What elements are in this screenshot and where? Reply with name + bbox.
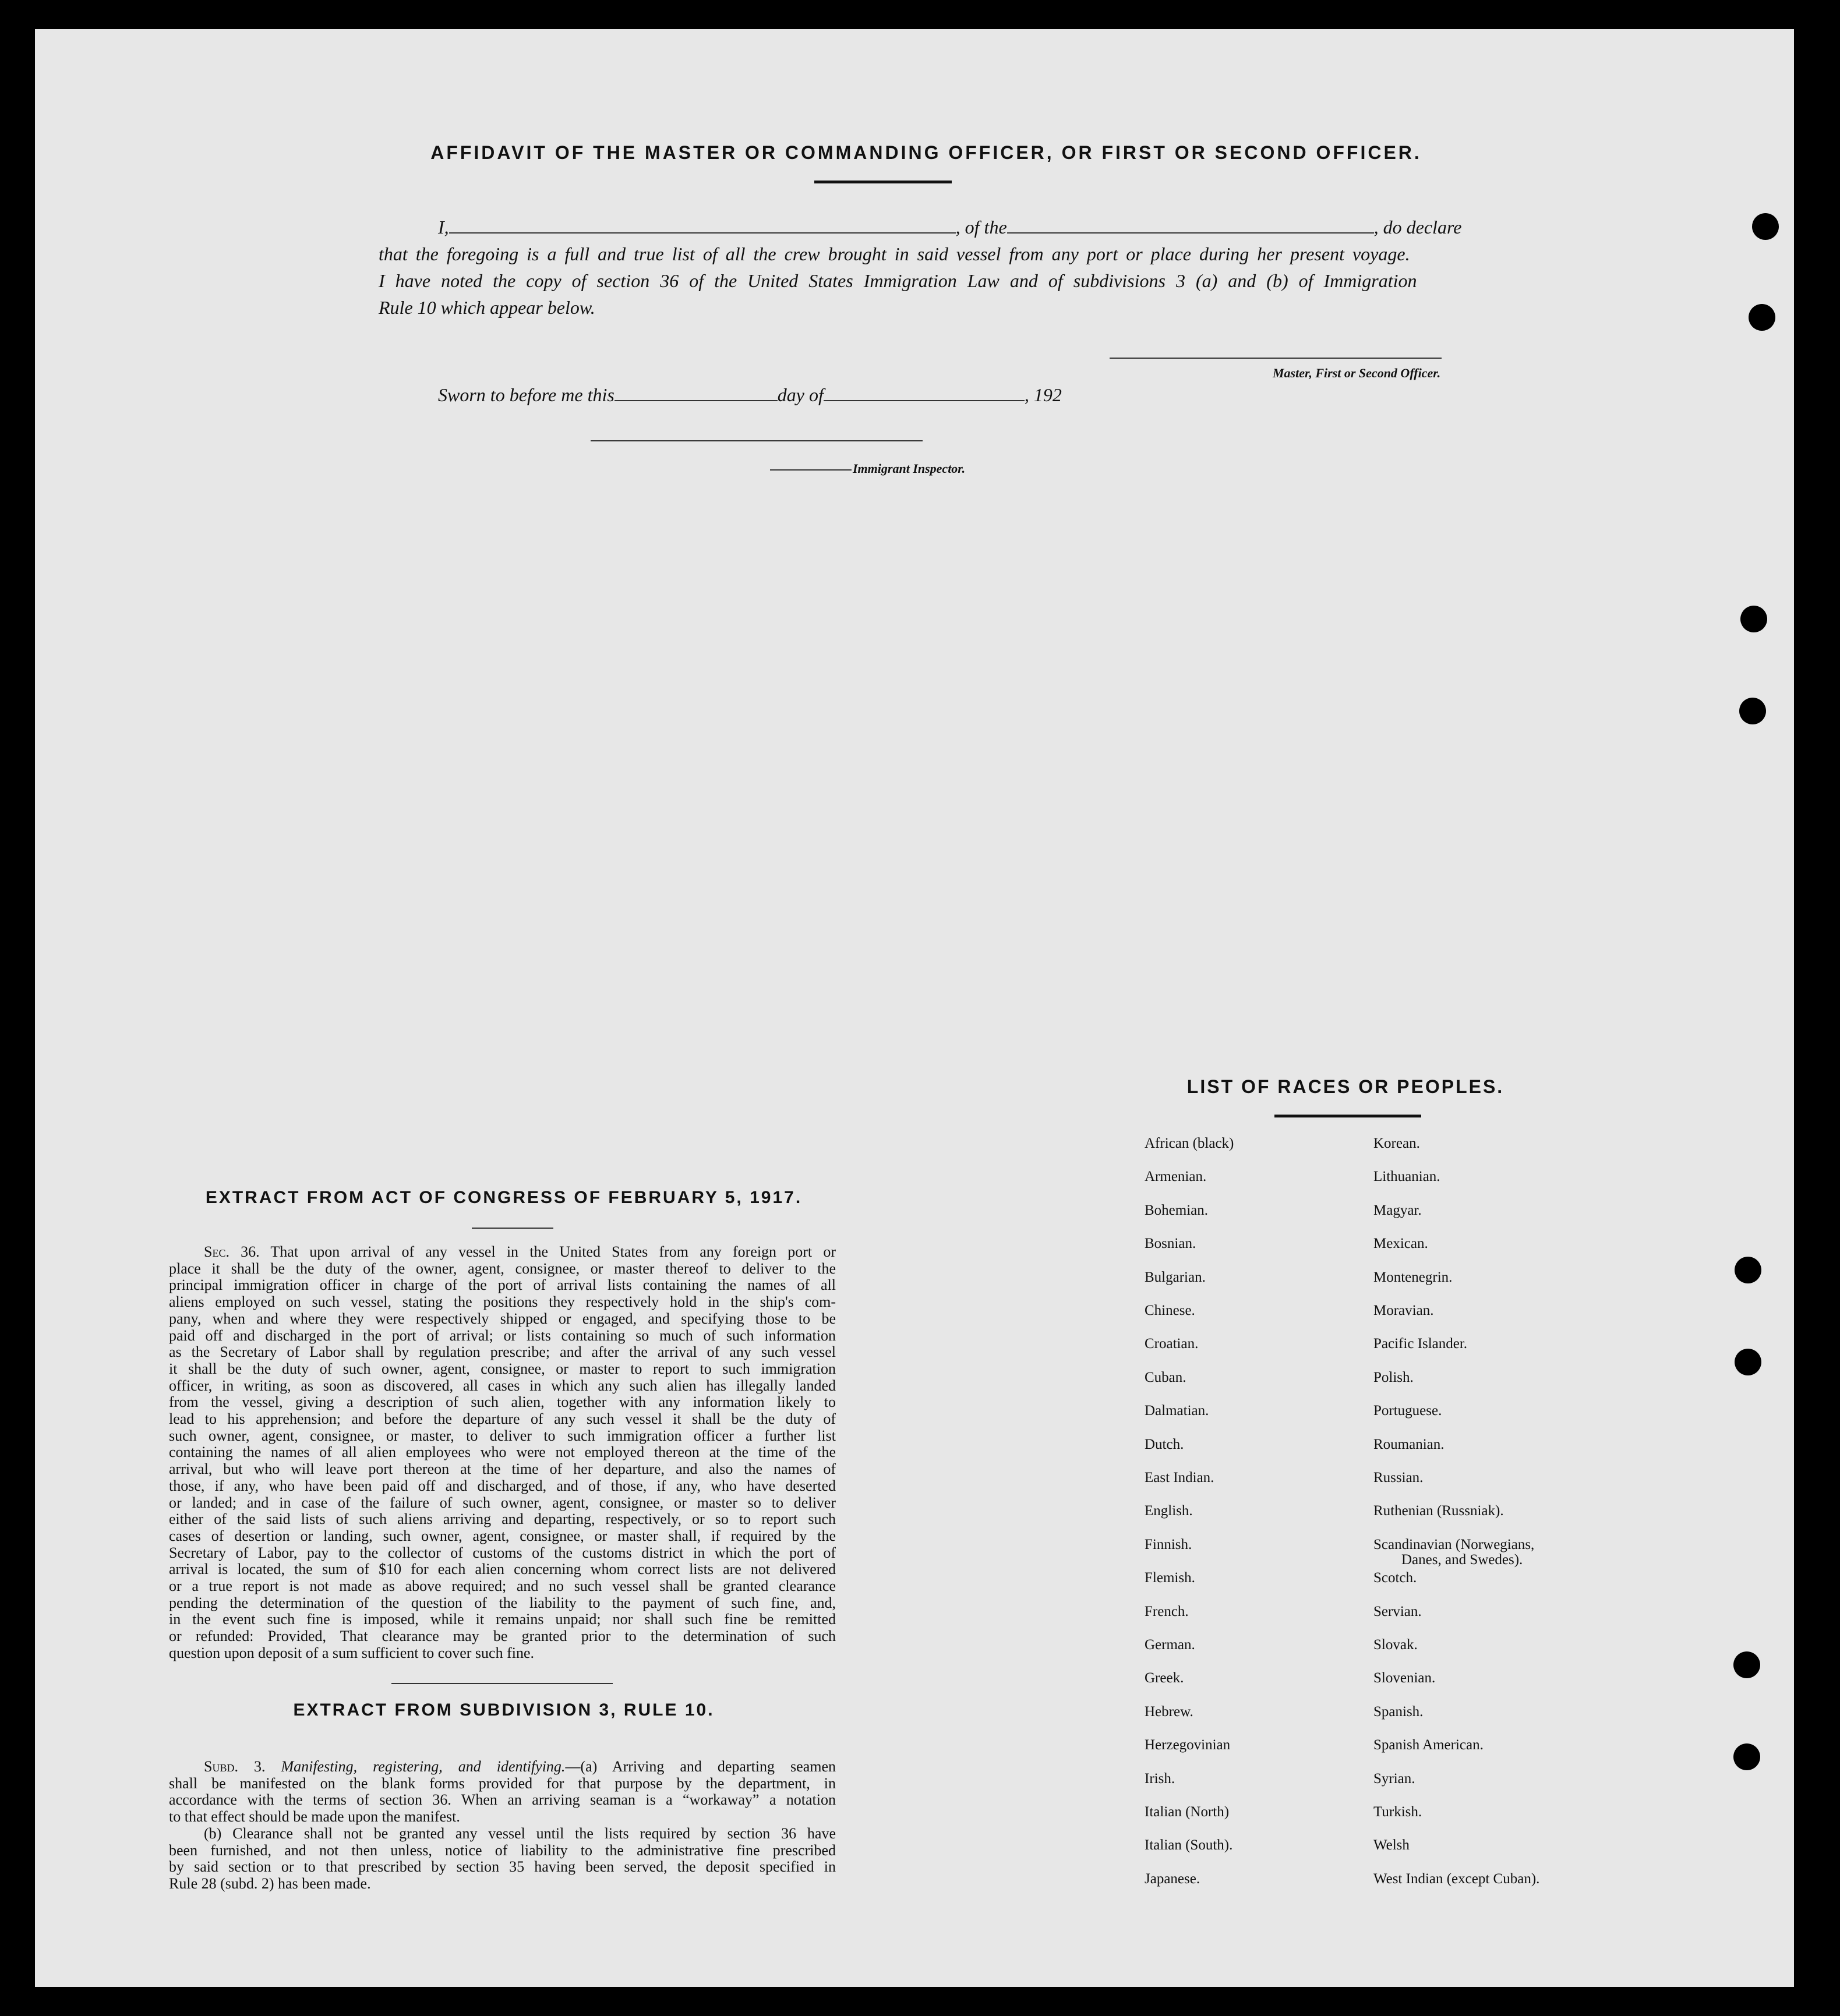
- signature-line[interactable]: [1110, 358, 1442, 359]
- declaration-text-line: I have noted the copy of section 36 of the United States Immigration Law and of subdivisions 3 (a) and (b) of Immigration: [379, 270, 1417, 291]
- race-item: African (black): [1145, 1136, 1234, 1151]
- race-item: Slovak.: [1373, 1637, 1418, 1653]
- race-item: Bohemian.: [1145, 1202, 1209, 1218]
- sworn-middle: day of: [777, 384, 824, 405]
- text-line: those, if any, who have been paid off and discharged, and of those, if any, who have deserted: [169, 1477, 836, 1494]
- section-label: Sec. 36.: [204, 1243, 260, 1260]
- races-title: LIST OF RACES OR PEOPLES.: [1186, 1076, 1505, 1097]
- race-item-continuation: Danes, and Swedes).: [1401, 1551, 1523, 1568]
- race-item: East Indian.: [1145, 1470, 1214, 1486]
- binder-hole: [1752, 213, 1779, 240]
- inspector-signature-line[interactable]: [591, 440, 923, 441]
- race-item: Scandinavian (Norwegians,: [1373, 1536, 1535, 1552]
- race-item: Turkish.: [1373, 1804, 1422, 1820]
- text-line: it shall be the duty of such owner, agent, consignee, or master to report to such immigration: [169, 1360, 836, 1377]
- race-item: Japanese.: [1145, 1870, 1200, 1887]
- race-item: Ruthenian (Russniak).: [1373, 1503, 1504, 1519]
- text-line: from the vessel, giving a description of such alien, together with any information likely to: [169, 1393, 836, 1411]
- races-title-underline: [1274, 1115, 1421, 1117]
- race-item: Portuguese.: [1373, 1403, 1442, 1419]
- race-item: Bosnian.: [1145, 1236, 1196, 1252]
- race-item: Hebrew.: [1145, 1703, 1193, 1720]
- race-item: Chinese.: [1145, 1303, 1195, 1318]
- race-item: Lithuanian.: [1373, 1169, 1440, 1185]
- race-item: Irish.: [1145, 1770, 1175, 1787]
- sworn-year: , 192: [1024, 384, 1062, 405]
- race-item: Spanish American.: [1373, 1737, 1484, 1753]
- declarant-prefix: I,: [438, 217, 449, 238]
- race-item: Mexican.: [1373, 1236, 1428, 1252]
- text-line: aliens employed on such vessel, stating the positions they respectively hold in the ship's com-: [169, 1293, 836, 1311]
- race-item: German.: [1145, 1637, 1195, 1653]
- section-divider: [391, 1683, 613, 1684]
- race-item: Spanish.: [1373, 1703, 1424, 1720]
- sworn-month-field[interactable]: [824, 398, 1025, 401]
- text-line: That upon arrival of any vessel in the United States from any foreign port or: [270, 1243, 836, 1260]
- text-line: or refunded: Provided, That clearance may be granted prior to the determination of such: [169, 1628, 836, 1645]
- text-line: or landed; and in case of the failure of such owner, agent, consignee, or master so to deliver: [169, 1494, 836, 1511]
- text-line: Rule 28 (subd. 2) has been made.: [169, 1874, 371, 1892]
- race-item: Syrian.: [1373, 1770, 1415, 1787]
- declarant-name-field[interactable]: [449, 230, 956, 234]
- race-item: Italian (South).: [1145, 1837, 1233, 1854]
- act-extract-title: EXTRACT FROM ACT OF CONGRESS OF FEBRUARY 5, 1917.: [205, 1188, 803, 1207]
- text-line: been furnished, and not then unless, notice of liability to the administrative fine prescribed: [169, 1841, 836, 1859]
- binder-hole: [1749, 304, 1775, 331]
- race-item: Herzegovinian: [1145, 1737, 1231, 1753]
- race-item: Pacific Islander.: [1373, 1336, 1468, 1352]
- text-line: pending the determination of the question of the liability to the payment of such fine, and,: [169, 1594, 836, 1611]
- form-page: [35, 29, 1794, 1987]
- text-line: question upon deposit of a sum sufficient to cover such fine.: [169, 1644, 535, 1661]
- race-item: Polish.: [1373, 1369, 1414, 1385]
- race-item: Slovenian.: [1373, 1670, 1436, 1686]
- subdivision-heading: Manifesting, registering, and identifying.: [281, 1758, 566, 1775]
- text-line: by said section or to that prescribed by section 35 having been served, the deposit specified in: [169, 1858, 836, 1876]
- text-line: Secretary of Labor, pay to the collector of customs of the customs district in which the port of: [169, 1544, 836, 1561]
- race-item: West Indian (except Cuban).: [1373, 1870, 1540, 1887]
- signature-caption: Master, First or Second Officer.: [1273, 366, 1441, 380]
- text-line: such owner, agent, consignee, or master, to deliver to such immigration officer a further list: [169, 1427, 836, 1444]
- text-line: principal immigration officer in charge of the port of arrival lists containing the names of all: [169, 1276, 836, 1294]
- binder-hole: [1733, 1743, 1760, 1770]
- declaration-text-line: Rule 10 which appear below.: [379, 297, 595, 318]
- race-item: Welsh: [1373, 1837, 1410, 1854]
- text-line: in the event such fine is imposed, while it remains unpaid; nor shall such fine be remitted: [169, 1611, 836, 1628]
- text-line: place it shall be the duty of the owner, agent, consignee, or master thereof to deliver to the: [169, 1260, 836, 1277]
- binder-hole: [1733, 1651, 1760, 1678]
- inspector-name-line[interactable]: [770, 469, 852, 471]
- text-line: or a true report is not made as above required; and no such vessel shall be granted clearance: [169, 1578, 836, 1595]
- race-item: Cuban.: [1145, 1369, 1186, 1385]
- vessel-prefix: , of the: [955, 217, 1007, 238]
- race-item: Flemish.: [1145, 1570, 1195, 1586]
- rule-extract-title: EXTRACT FROM SUBDIVISION 3, RULE 10.: [293, 1700, 715, 1720]
- text-line: lead to his apprehension; and before the departure of any such vessel it shall be the duty of: [169, 1410, 836, 1428]
- race-item: French.: [1145, 1603, 1189, 1619]
- title-underline: [814, 181, 952, 183]
- text-line: [169, 1759, 836, 1776]
- race-item: Roumanian.: [1373, 1436, 1445, 1452]
- affidavit-title: AFFIDAVIT OF THE MASTER OR COMMANDING OFFICER, OR FIRST OR SECOND OFFICER.: [430, 142, 1422, 163]
- race-item: Russian.: [1373, 1470, 1424, 1486]
- race-item: Croatian.: [1145, 1336, 1199, 1352]
- text-line: shall be manifested on the blank forms provided for that purpose by the department, in: [169, 1774, 836, 1792]
- text-line: to that effect should be made upon the manifest.: [169, 1808, 460, 1826]
- text-line: —(a) Arriving and departing seamen: [565, 1758, 836, 1775]
- declaration-line: [438, 217, 1461, 238]
- sworn-line: [438, 384, 1062, 406]
- race-item: English.: [1145, 1503, 1193, 1519]
- binder-hole: [1735, 1257, 1761, 1283]
- section-36-text: [169, 1244, 836, 1662]
- subdivision-label: Subd. 3.: [204, 1758, 266, 1775]
- text-line: (b) Clearance shall not be granted any vessel until the lists required by section 36 have: [204, 1824, 836, 1842]
- text-line: as the Secretary of Labor shall by regulation prescribe; and after the arrival of any such vessel: [169, 1343, 836, 1361]
- binder-hole: [1740, 606, 1767, 632]
- text-line: [169, 1244, 836, 1261]
- declaration-text-line: that the foregoing is a full and true list of all the crew brought in said vessel from any port or place during her present voyage.: [379, 243, 1410, 264]
- inspector-caption: Immigrant Inspector.: [853, 461, 966, 476]
- race-item: Korean.: [1373, 1136, 1420, 1151]
- text-line: pany, when and where they were respectively shipped or engaged, and specifying those to be: [169, 1310, 836, 1327]
- race-item: Bulgarian.: [1145, 1269, 1206, 1285]
- race-item: Montenegrin.: [1373, 1269, 1453, 1285]
- race-item: Dutch.: [1145, 1436, 1184, 1452]
- text-line: officer, in writing, as soon as discovered, all cases in which any such alien has illegally landed: [169, 1377, 836, 1394]
- declare-suffix: , do declare: [1373, 217, 1462, 238]
- race-item: Scotch.: [1373, 1570, 1417, 1586]
- race-item: Greek.: [1145, 1670, 1184, 1686]
- binder-hole: [1739, 698, 1766, 724]
- subdivision-3-text: [169, 1759, 836, 1893]
- race-item: Italian (North): [1145, 1804, 1230, 1820]
- vessel-name-field[interactable]: [1007, 230, 1374, 234]
- text-line: arrival, but who will leave port thereon at the time of her departure, and also the names of: [169, 1460, 836, 1478]
- text-line: either of the said lists of such aliens arriving and departing, respectively, or so to report such: [169, 1511, 836, 1528]
- race-item: Moravian.: [1373, 1303, 1434, 1318]
- text-line: arrival is located, the sum of $10 for each alien concerning whom correct lists are not delivered: [169, 1561, 836, 1578]
- binder-hole: [1735, 1349, 1761, 1375]
- race-item: Armenian.: [1145, 1169, 1207, 1185]
- text-line: accordance with the terms of section 36. When an arriving seaman is a “workaway” a notation: [169, 1791, 836, 1809]
- text-line: paid off and discharged in the port of arrival; or lists containing so much of such information: [169, 1327, 836, 1344]
- race-item: Servian.: [1373, 1603, 1422, 1619]
- act-title-underline: [472, 1228, 553, 1229]
- text-line: containing the names of all alien employees who were not employed thereon at the time of the: [169, 1444, 836, 1461]
- text-line: cases of desertion or landing, such owner, agent, consignee, or master shall, if required by the: [169, 1527, 836, 1544]
- race-item: Magyar.: [1373, 1202, 1422, 1218]
- sworn-prefix: Sworn to before me this: [438, 384, 614, 405]
- sworn-day-field[interactable]: [614, 398, 778, 401]
- race-item: Dalmatian.: [1145, 1403, 1209, 1419]
- race-item: Finnish.: [1145, 1536, 1192, 1552]
